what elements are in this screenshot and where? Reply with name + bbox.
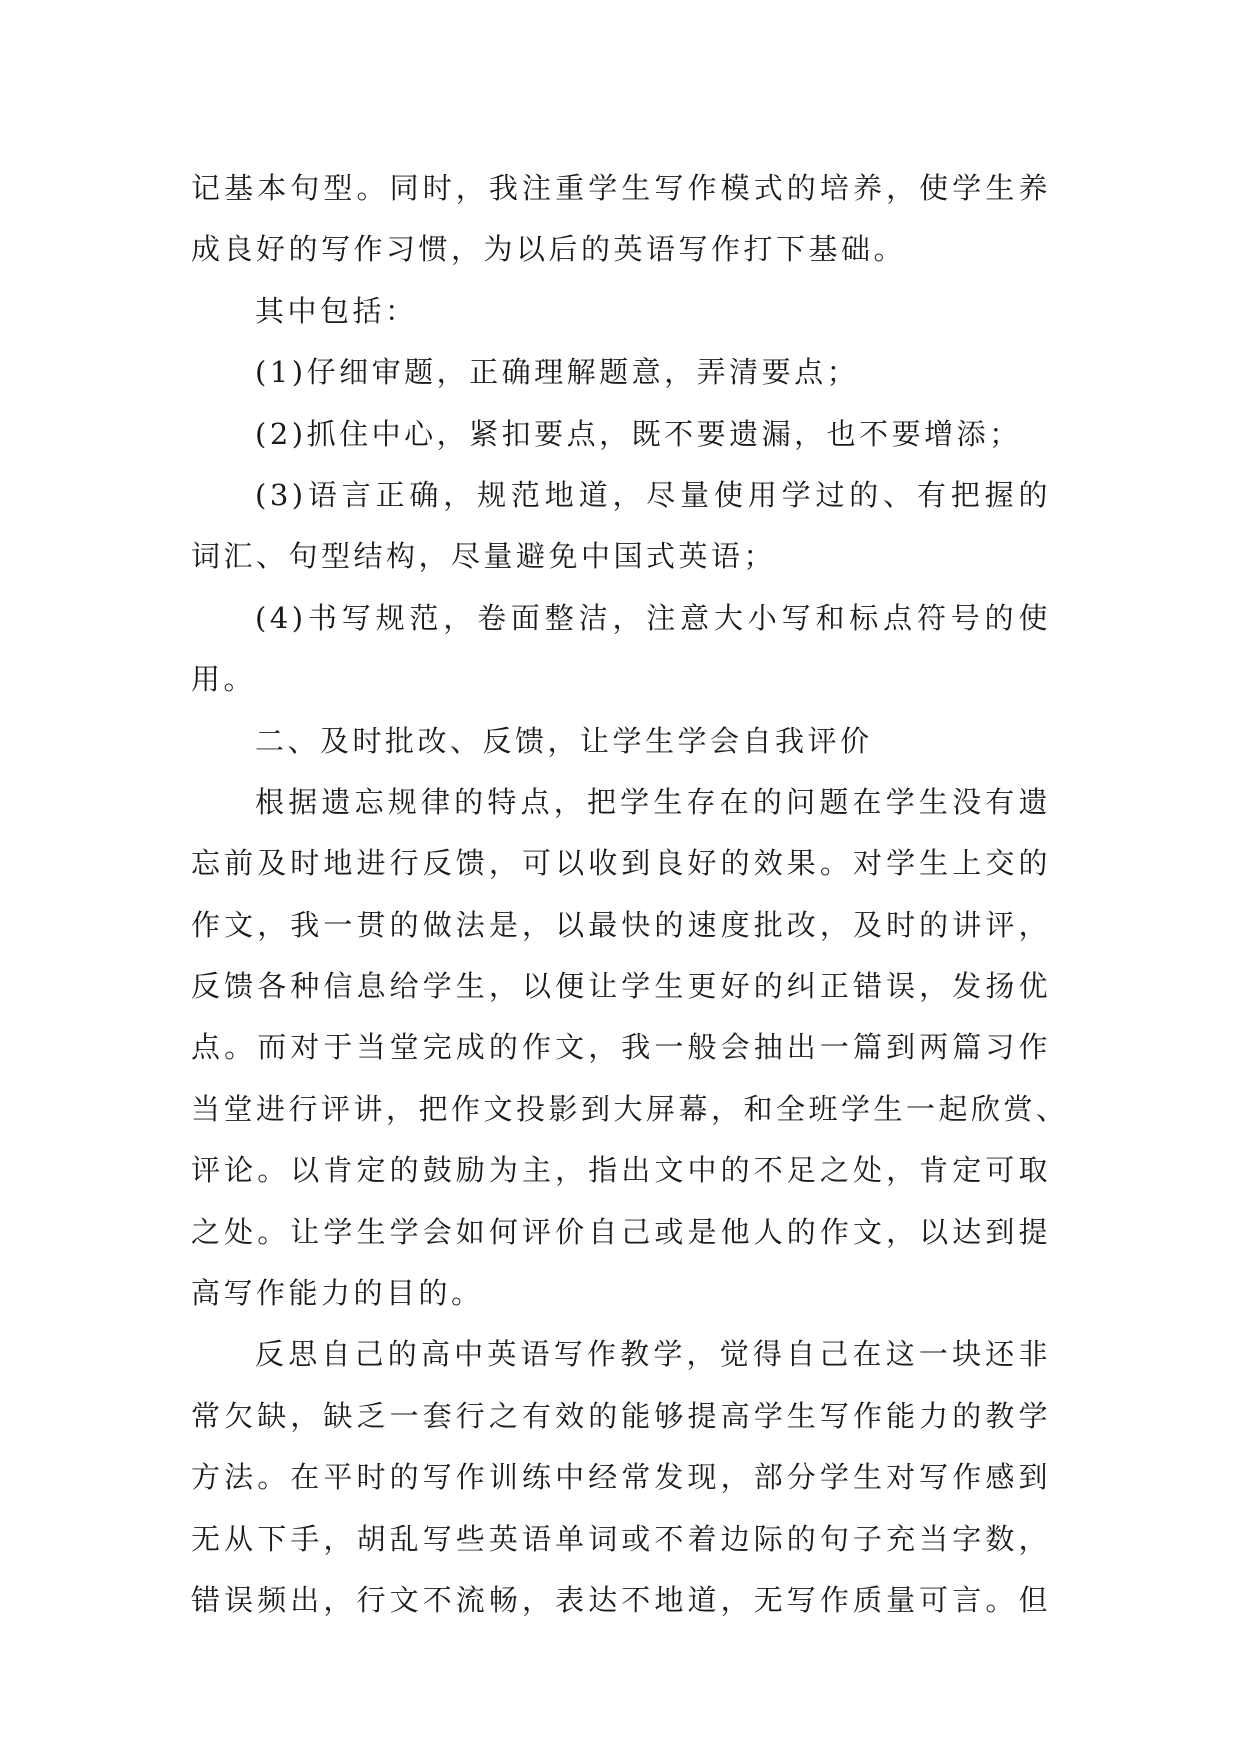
text-line: 错误频出，行文不流畅，表达不地道，无写作质量可言。但 [191,1582,1051,1617]
text-line: 无从下手，胡乱写些英语单词或不着边际的句子充当字数， [191,1521,1051,1556]
text-line: 作文，我一贯的做法是，以最快的速度批改，及时的讲评， [191,907,1051,942]
text-line: (3)语言正确，规范地道，尽量使用学过的、有把握的 [255,477,1051,512]
text-line: 常欠缺，缺乏一套行之有效的能够提高学生写作能力的教学 [191,1398,1051,1433]
text-line: 评论。以肯定的鼓励为主，指出文中的不足之处，肯定可取 [191,1153,1051,1188]
text-line: 其中包括： [255,293,418,328]
text-line: (4)书写规范，卷面整洁，注意大小写和标点符号的使 [255,600,1051,635]
text-line: 方法。在平时的写作训练中经常发现，部分学生对写作感到 [191,1460,1051,1495]
text-line: 用。 [191,662,257,697]
text-line: (2)抓住中心，紧扣要点，既不要遗漏，也不要增添； [255,416,1022,451]
text-line: 根据遗忘规律的特点，把学生存在的问题在学生没有遗 [255,784,1051,819]
text-line: 反馈各种信息给学生，以便让学生更好的纠正错误，发扬优 [191,969,1051,1004]
text-line: 高写作能力的目的。 [191,1276,484,1311]
text-line: 点。而对于当堂完成的作文，我一般会抽出一篇到两篇习作 [191,1030,1051,1065]
text-line: 反思自己的高中英语写作教学，觉得自己在这一块还非 [255,1337,1051,1372]
text-line: 当堂进行评讲，把作文投影到大屏幕，和全班学生一起欣赏、 [191,1091,1069,1126]
text-line: 词汇、句型结构，尽量避免中国式英语； [191,539,777,574]
text-line: 记基本句型。同时，我注重学生写作模式的培养，使学生养 [191,171,1051,205]
text-line: 成良好的写作习惯，为以后的英语写作打下基础。 [191,232,907,267]
section-heading: 二、及时批改、反馈，让学生学会自我评价 [255,723,873,758]
text-line: (1)仔细审题，正确理解题意，弄清要点； [255,355,860,390]
text-line: 之处。让学生学会如何评价自己或是他人的作文，以达到提 [191,1214,1051,1249]
document-page [191,158,1069,1631]
text-line: 忘前及时地进行反馈，可以收到良好的效果。对学生上交的 [191,846,1051,881]
